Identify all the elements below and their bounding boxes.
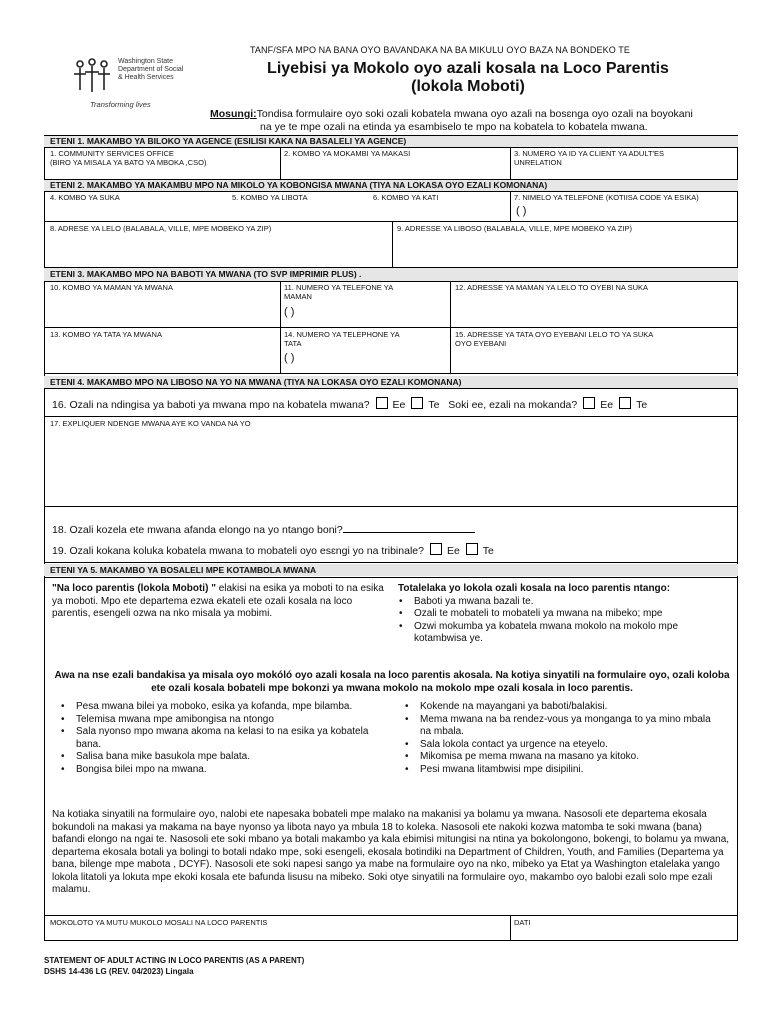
field-11-mother-phone[interactable] — [284, 283, 393, 301]
q16-no-checkbox[interactable] — [411, 397, 423, 409]
date-field[interactable]: DATI — [514, 918, 531, 927]
q16-yes-label: Ee — [392, 399, 406, 411]
title-line: Liyebisi ya Mokolo oyo azali kosala na Loco Parentis — [267, 60, 669, 77]
list-item: • Salisa bana mike basukola mpe balata. — [76, 751, 370, 764]
duties-right — [404, 701, 724, 776]
page-title — [248, 60, 688, 96]
list-item: • Bongisa bilei mpo na mwana. — [76, 764, 370, 777]
section-1-title: ETENI 1. MAKAMBO YA BILOKO YA AGENCE (ESILISI KAKA NA BASALELI YA AGENCE) — [50, 136, 407, 146]
field-6-middle-name[interactable]: 6. KOMBO YA KATI — [373, 193, 439, 202]
field-14-label: 14. NUMERO YA TELEPHONE YA — [284, 330, 400, 339]
q19-no-label: Te — [482, 545, 494, 557]
field-14-phone-parens: ( ) — [284, 352, 295, 364]
list-item: • Ozwi mokumba ya kobatela mwana mokolo na mokolo mpe kotambwisa ye. — [414, 621, 728, 646]
field-12-mother-address[interactable]: 12. ADRESSE YA MAMAN YA LELO TO OYEBI NA SUKA — [455, 283, 649, 292]
question-18 — [52, 523, 475, 536]
list-item: • Mikomisa pe mema mwana na masano ya kitoko. — [420, 751, 724, 764]
logo-line-1: Washington State — [118, 58, 173, 65]
duties-left-list — [60, 701, 370, 776]
duties-heading: Awa na nse ezali bandakisa ya misala oyo mokóló oyo azali kosala na loco parentis akosala. Na kotiya sinyatili na formulaire oyo, ozali koloba ete ozali kosala bobateli mpe bokonzi ya mwana mokolo na mokolo mpe ozali kosala in loco parentis. — [54, 670, 730, 694]
instruction-text-2: na ye te mpe ozali na etinda ya esambiselo te mpo na kobatela to kobatela mwana. — [260, 121, 648, 133]
definition-term: "Na loco parentis (lokola Moboti) " — [52, 583, 216, 594]
logo-line-3: & Health Services — [118, 74, 174, 81]
list-item: • Mema mwana na ba rendez-vous ya monganga to ya mino mbala na mbala. — [420, 714, 724, 739]
footer-form-number: DSHS 14-436 LG (REV. 04/2023) Lingala — [44, 967, 194, 976]
field-17-explain[interactable]: 17. EXPLIQUER NDENGE MWANA AYE KO VANDA NA YO — [50, 419, 251, 428]
question-18-text: 18. Ozali kozela ete mwana afanda elongo na yo ntango boni? — [52, 524, 343, 536]
question-19-text: 19. Ozali kokana koluka kobatela mwana to mobateli oyo esɛngi yo na tribinale? — [52, 545, 424, 557]
field-15-father-address[interactable] — [455, 330, 653, 348]
field-3-sublabel: UNRELATION — [514, 158, 562, 167]
instructions — [210, 108, 740, 134]
field-10-mother-name[interactable]: 10. KOMBO YA MAMAN YA MWANA — [50, 283, 173, 292]
field-1-sublabel: (BIRO YA MISALA YA BATO YA MBOKA ,CSO) — [50, 158, 207, 167]
q16b-yes-checkbox[interactable] — [583, 397, 595, 409]
list-item: • Pesa mwana bilei ya moboko, esika ya kofanda, mpe bilamba. — [76, 701, 370, 714]
field-11-sublabel: MAMAN — [284, 292, 312, 301]
field-15-sublabel: OYO EYEBANI — [455, 339, 507, 348]
q16-yes-checkbox[interactable] — [376, 397, 388, 409]
list-item: • Sala lokola contact ya urgence na eteyelo. — [420, 739, 724, 752]
section-4-title: ETENI 4. MAKAMBO MPO NA LIBOSO NA YO NA MWANA (TIYA NA LOKASA OYO EZALI KOMONANA) — [50, 377, 462, 387]
logo-text — [118, 58, 183, 82]
list-item: • Telemisa mwana mpe amibongisa na ntongo — [76, 714, 370, 727]
field-11-phone-parens: ( ) — [284, 306, 295, 318]
logo-line-2: Department of Social — [118, 66, 184, 73]
question-16 — [52, 397, 647, 411]
q16b-no-label: Te — [636, 399, 648, 411]
list-item: • Sala nyonso mpo mwana akoma na kelasi to na esika ya kobatela bana. — [76, 726, 370, 751]
list-item: • Baboti ya mwana bazali te. — [414, 596, 728, 609]
field-9-previous-address[interactable]: 9. ADRESSE YA LIBOSO (BALABALA, VILLE, MPE MOBEKO YA ZIP) — [397, 224, 632, 233]
field-7-phone-parens: ( ) — [516, 205, 527, 217]
field-8-current-address[interactable]: 8. ADRESE YA LELO (BALABALA, VILLE, MPE MOBEKO YA ZIP) — [50, 224, 272, 233]
logo-tagline: Transforming lives — [90, 100, 151, 109]
field-5-first-name[interactable]: 5. KOMBO YA LIBOTA — [232, 193, 308, 202]
field-3-client-id[interactable] — [514, 149, 664, 167]
footer-title: STATEMENT OF ADULT ACTING IN LOCO PARENTIS (AS A PARENT) — [44, 956, 305, 965]
instruction-text: Tondisa formulaire oyo soki ozali kobatela mwana oyo azali na bosɛnga oyo ozali na boyokani — [256, 108, 693, 120]
field-3-label: 3. NUMERO YA ID YA CLIENT YA ADULT'ES — [514, 149, 664, 158]
q16-no-label: Te — [428, 399, 440, 411]
total-conditions — [398, 583, 728, 646]
definition-text: elakisi na esika ya moboti to na esika ya moboti. Mpo ete departema ezwa ekateli ete ozali kosala na loco parentis, esengeli ozwa na nko misala ya mobimi. — [52, 583, 384, 619]
field-14-sublabel: TATA — [284, 339, 302, 348]
duties-left — [60, 701, 370, 776]
list-item: • Ozali te mobateli to mobateli ya mwana na mibeko; mpe — [414, 608, 728, 621]
q18-answer-line[interactable] — [343, 523, 475, 533]
field-4-last-name[interactable]: 4. KOMBO YA SUKA — [50, 193, 120, 202]
question-16-followup: Soki ee, ezali na mokanda? — [448, 399, 578, 411]
list-item: • Kokende na mayangani ya baboti/balakisi. — [420, 701, 724, 714]
signature-paragraph: Na kotiaka sinyatili na formulaire oyo, nalobi ete napesaka bobateli mpe malako na makanisi ya bolamu ya mwana. Nasosoli ete departema ekosala bokundoli na makasi ya makama na baye nyonso ya libota nayo ya mbula 18 to koleka. Nasosoli ete nakoki kozwa matomba te soki mwana (bana) bafandi elongo na ngai te. Nasosoli ete soki mbano ya botali makambo ya kala ebimisi mitungisi na ntina ya bokolongono, bokengi, to bolamu ya mwana, departema ekosala botali ya bolingi to botali ndako mpe, soki esengeli, ekosala botindiki na Department of Children, Youth, and Families (Departema ya bana, bilenge mpe mabota , DCYF). Nasosoli ete soki napesi sango ya mabe na formulaire oyo na nko, mibeko ya Etat ya Washington etalelaka yango lokola litatoli ya lokuta mpe ekoki kosala ete bafunda lisusu na mibeko. Soki otye sinyatili na formulaire oyo, makambo oyo balobi ezali solo mpe ezali malamu. — [52, 809, 730, 895]
field-13-father-name[interactable]: 13. KOMBO YA TATA YA MWANA — [50, 330, 162, 339]
field-1-office[interactable] — [50, 149, 206, 167]
field-15-label: 15. ADRESSE YA TATA OYO EYEBANI LELO TO YA SUKA — [455, 330, 654, 339]
q19-no-checkbox[interactable] — [466, 543, 478, 555]
list-item: • Pesi mwana litambwisi mpe disipilini. — [420, 764, 724, 777]
section-3-title: ETENI 3. MAKAMBO MPO NA BABOTI YA MWANA (TO SVP IMPRIMIR PLUS) . — [50, 269, 362, 279]
field-14-father-phone[interactable] — [284, 330, 400, 348]
field-11-label: 11. NUMERO YA TELEFONE YA — [284, 283, 394, 292]
loco-parentis-definition — [52, 583, 388, 621]
q19-yes-checkbox[interactable] — [430, 543, 442, 555]
subtitle-line: (lokola Moboti) — [411, 78, 525, 95]
q19-yes-label: Ee — [446, 545, 460, 557]
question-19 — [52, 543, 494, 557]
section-5-title: ETENI YA 5. MAKAMBO YA BOSALELI MPE KOTAMBOLA MWANA — [50, 565, 317, 575]
form-category: TANF/SFA MPO NA BANA OYO BAVANDAKA NA BA MIKULU OYO BAZA NA BONDEKO TE — [250, 45, 630, 55]
question-16-text: 16. Ozali na ndingisa ya baboti ya mwana mpo na kobatela mwana? — [52, 399, 370, 411]
total-conditions-list — [398, 596, 728, 646]
section-2-title: ETENI 2. MAKAMBO YA MAKAMBU MPO NA MIKOLO YA KOBONGISA MWANA (TIYA NA LOKASA OYO EZALI KOMONANA) — [50, 180, 548, 190]
instruction-label: Mosungi: — [210, 108, 257, 120]
total-heading: Totalelaka yo lokola ozali kosala na loco parentis ntango: — [398, 583, 671, 594]
duties-right-list — [404, 701, 724, 776]
q16b-no-checkbox[interactable] — [619, 397, 631, 409]
field-2-supervisor[interactable]: 2. KOMBO YA MOKAMBI YA MAKASI — [284, 149, 411, 158]
q16b-yes-label: Ee — [600, 399, 614, 411]
field-7-phone[interactable]: 7. NIMELO YA TELEFONE (KOTIISA CODE YA ESIKA) — [514, 193, 699, 202]
signature-field[interactable]: MOKOLOTO YA MUTU MUKOLO MOSALI NA LOCO PARENTIS — [50, 918, 268, 927]
field-1-label: 1. COMMUNITY SERVICES OFFICE — [50, 149, 174, 158]
